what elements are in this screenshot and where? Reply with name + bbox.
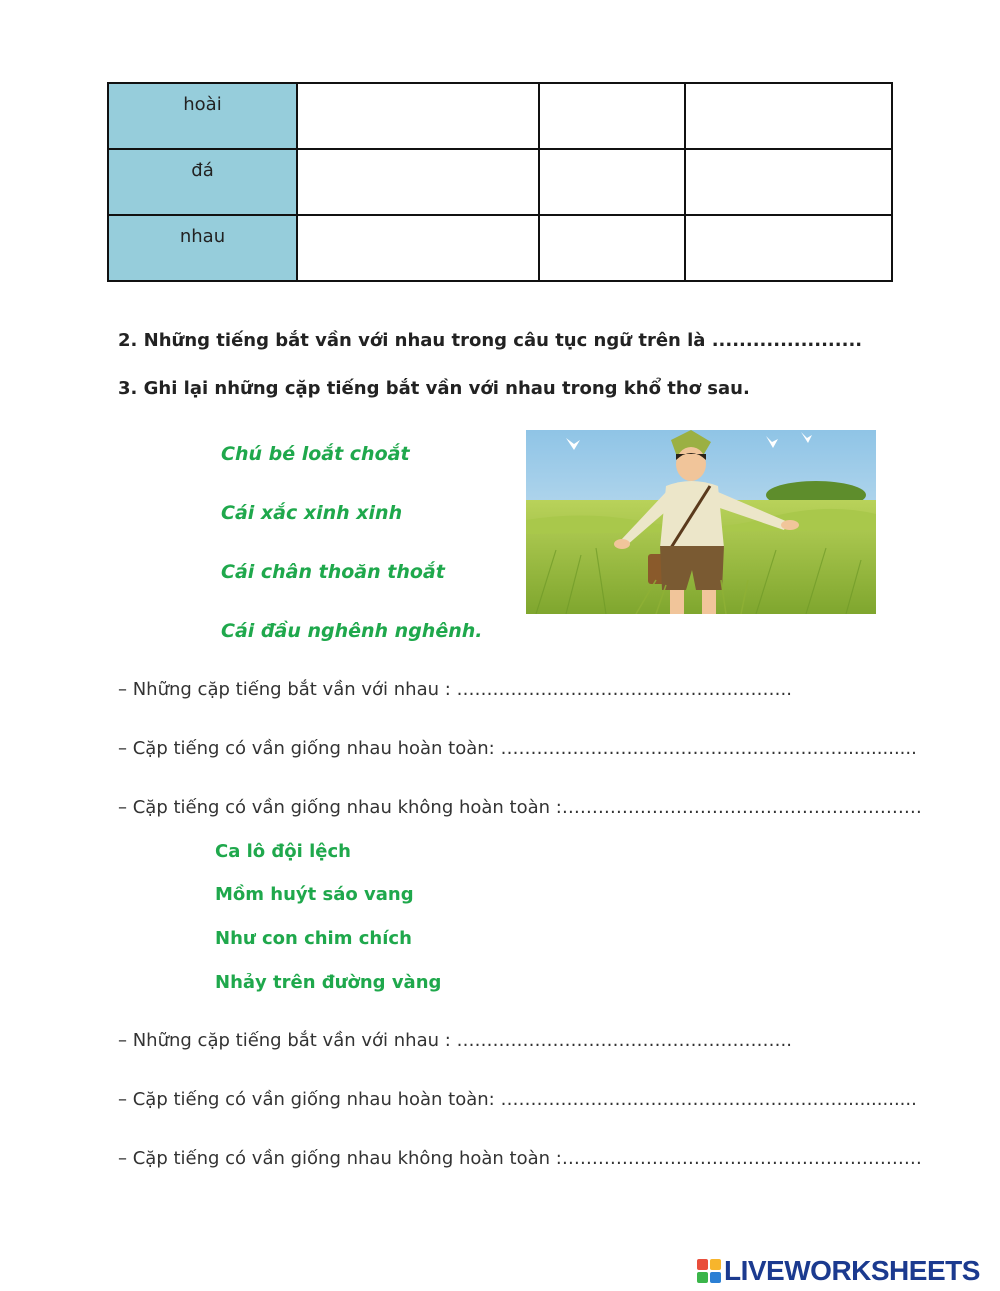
table-word-cell: nhau [108, 215, 297, 281]
poem2-line: Mồm huýt sáo vang [215, 884, 414, 905]
table-row [108, 215, 892, 281]
poem2-line: Nhảy trên đường vàng [215, 972, 442, 993]
rhyme-table [107, 82, 893, 282]
answer-cell[interactable] [685, 83, 892, 149]
poem1-line: Chú bé loắt choắt [221, 443, 410, 465]
poem1-line: Cái đầu nghênh nghênh. [221, 620, 483, 642]
poem2-line: Ca lô đội lệch [215, 841, 351, 862]
logo-square [697, 1259, 708, 1270]
answer-cell[interactable] [685, 215, 892, 281]
boy-in-field-illustration [526, 430, 876, 614]
answer-line-partial-1[interactable]: – Cặp tiếng có vần giống nhau không hoàn toàn :…………………………………………………… [118, 797, 922, 818]
poem1-line: Cái chân thoăn thoắt [221, 561, 445, 583]
answer-cell[interactable] [297, 215, 539, 281]
table-row [108, 83, 892, 149]
answer-cell[interactable] [539, 83, 685, 149]
answer-cell[interactable] [539, 215, 685, 281]
question-3: 3. Ghi lại những cặp tiếng bắt vần với nhau trong khổ thơ sau. [118, 378, 750, 399]
answer-line-full-2[interactable]: – Cặp tiếng có vần giống nhau hoàn toàn: …………………………………………………............. [118, 1089, 917, 1110]
answer-cell[interactable] [297, 83, 539, 149]
poem2-line: Như con chim chích [215, 928, 412, 949]
answer-line-pairs-2[interactable]: – Những cặp tiếng bắt vần với nhau : ……………………………………………….. [118, 1030, 792, 1051]
logo-square [710, 1272, 721, 1283]
answer-line-partial-2[interactable]: – Cặp tiếng có vần giống nhau không hoàn toàn :…………………………………………………… [118, 1148, 922, 1169]
question-2: 2. Những tiếng bắt vần với nhau trong câu tục ngữ trên là ...................... [118, 330, 863, 351]
logo-square [710, 1259, 721, 1270]
table-word-cell: hoài [108, 83, 297, 149]
logo-square [697, 1272, 708, 1283]
answer-cell[interactable] [297, 149, 539, 215]
liveworksheets-logo[interactable] [697, 1256, 980, 1286]
answer-line-full-1[interactable]: – Cặp tiếng có vần giống nhau hoàn toàn: …………………………………………………............. [118, 738, 917, 759]
table-word-cell: đá [108, 149, 297, 215]
logo-squares-icon [697, 1259, 721, 1283]
answer-cell[interactable] [685, 149, 892, 215]
answer-cell[interactable] [539, 149, 685, 215]
answer-line-pairs-1[interactable]: – Những cặp tiếng bắt vần với nhau : ……………………………………………….. [118, 679, 792, 700]
poem1-line: Cái xắc xinh xinh [221, 502, 403, 524]
logo-text: LIVEWORKSHEETS [724, 1255, 980, 1286]
table-row [108, 149, 892, 215]
